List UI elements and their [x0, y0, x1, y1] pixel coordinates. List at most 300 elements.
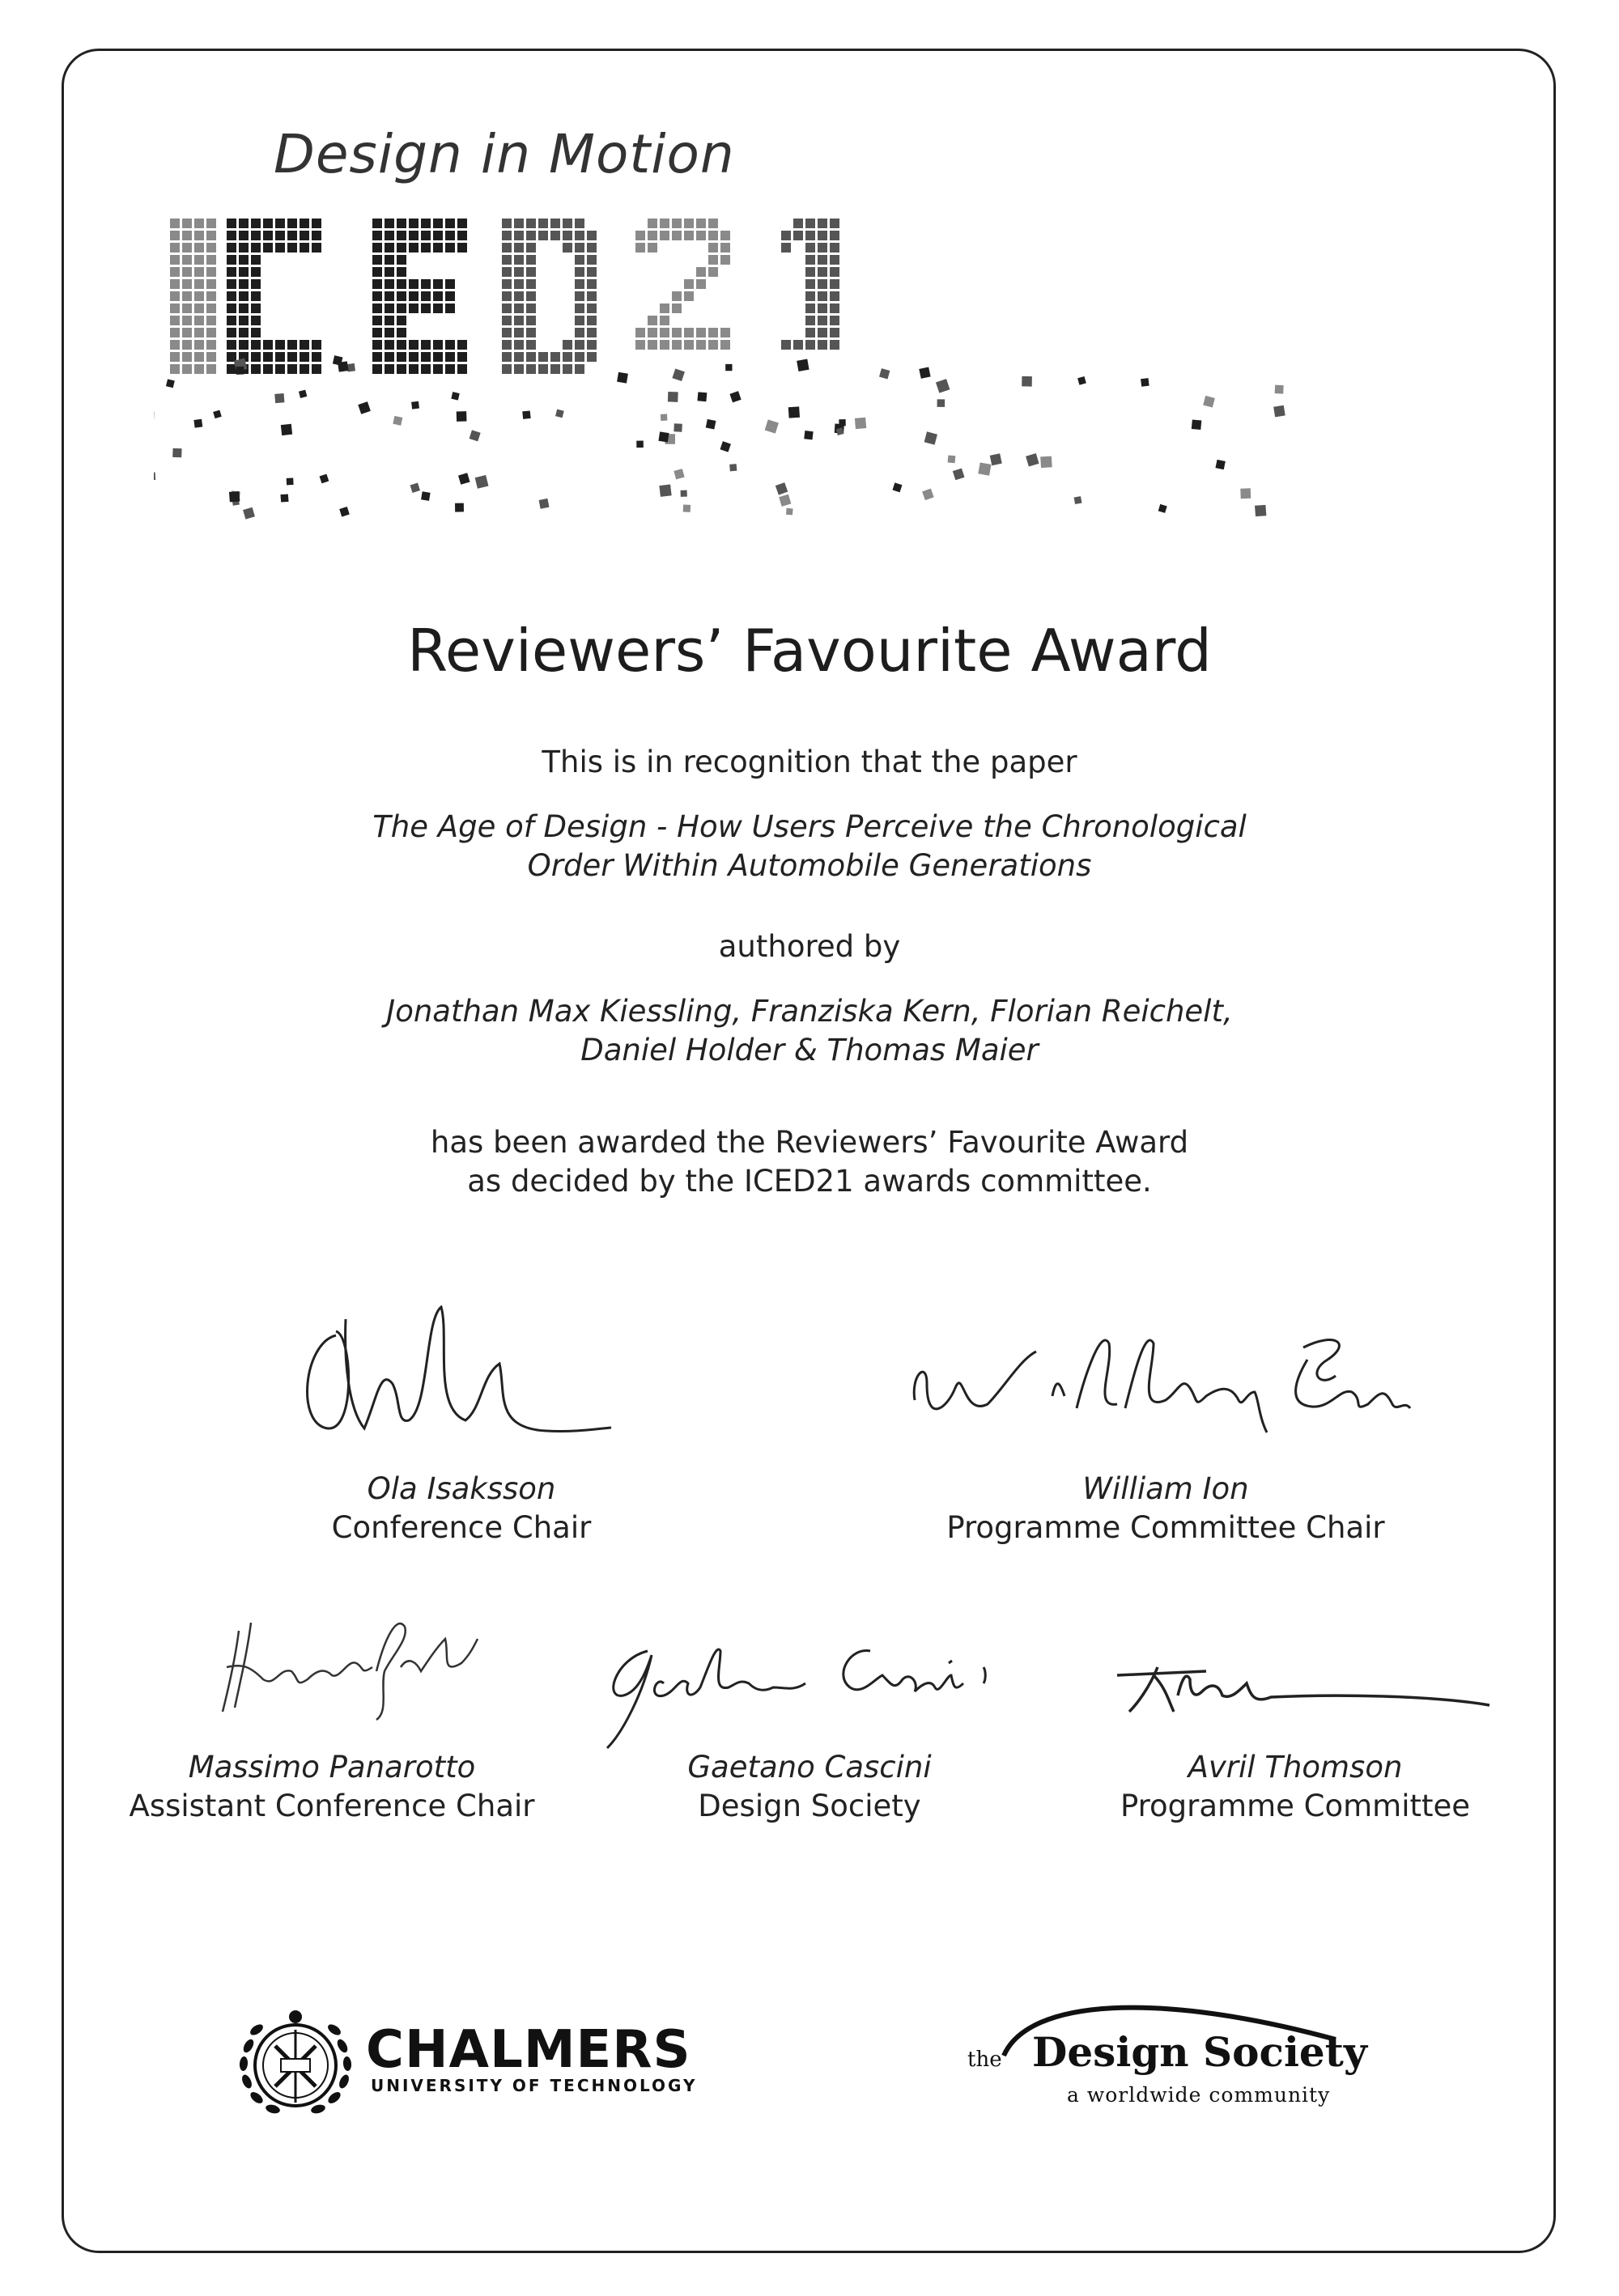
statement-line1: has been awarded the Reviewers’ Favourite Award: [430, 1125, 1189, 1160]
logo-pixel: [818, 340, 827, 350]
logo-pixel: [457, 243, 467, 253]
logo-pixel: [227, 243, 236, 253]
logo-pixel: [312, 364, 321, 374]
logo-pixel: [720, 231, 730, 240]
logo-pixel: [526, 255, 536, 265]
logo-pixel: [635, 231, 645, 240]
logo-pixel: [575, 255, 584, 265]
logo-pixel: [805, 316, 815, 325]
logo-pixel: [251, 316, 261, 325]
logo-pixel: [421, 352, 431, 362]
logo-pixel: [696, 219, 706, 228]
logo-particle: [661, 414, 667, 421]
paper-title-line1: The Age of Design - How Users Perceive the Chronological: [372, 809, 1247, 844]
logo-pixel: [275, 340, 285, 350]
logo-particle: [281, 424, 292, 435]
logo-particle: [720, 441, 730, 452]
paper-title-line2: Order Within Automobile Generations: [527, 848, 1092, 883]
logo-pixel: [445, 303, 455, 313]
logo-particle: [457, 411, 467, 422]
logo-pixel: [385, 279, 394, 289]
logo-particle: [213, 410, 222, 419]
logo-particle: [937, 399, 945, 407]
logo-pixel: [660, 303, 669, 313]
logo-pixel: [421, 303, 431, 313]
logo-pixel: [526, 219, 536, 228]
logo-pixel: [182, 267, 192, 277]
logo-pixel: [563, 352, 572, 362]
logo-pixel: [251, 219, 261, 228]
logo-pixel: [239, 328, 249, 337]
logo-pixel: [696, 279, 706, 289]
logo-pixel: [830, 340, 839, 350]
logo-pixel: [421, 279, 431, 289]
signatory-role-1: Conference Chair: [331, 1510, 592, 1545]
logo-pixel: [502, 267, 512, 277]
logo-pixel: [672, 328, 682, 337]
logo-pixel: [502, 291, 512, 301]
logo-scatter: [154, 355, 1285, 519]
logo-pixel: [300, 352, 309, 362]
logo-pixel: [502, 364, 512, 374]
logo-pixel: [397, 279, 406, 289]
logo-pixel: [409, 243, 419, 253]
logo-particle: [154, 472, 155, 480]
logo-particle: [166, 379, 175, 388]
logo-pixel: [793, 231, 803, 240]
logo-pixel: [445, 352, 455, 362]
logo-pixel: [239, 255, 249, 265]
logo-pixel: [372, 316, 382, 325]
logo-pixel: [575, 316, 584, 325]
logo-pixel: [263, 340, 273, 350]
logo-pixel: [300, 243, 309, 253]
logo-pixel: [575, 231, 584, 240]
logo-pixel: [385, 328, 394, 337]
logo-pixel: [194, 243, 204, 253]
logo-pixel: [563, 340, 572, 350]
logo-pixel: [372, 231, 382, 240]
logo-pixel: [818, 316, 827, 325]
logo-pixel: [287, 243, 297, 253]
logo-pixel: [502, 328, 512, 337]
logo-particle: [280, 494, 288, 502]
logo-particle: [470, 430, 481, 441]
logo-pixel: [385, 243, 394, 253]
logo-pixel: [587, 291, 597, 301]
logo-pixel: [194, 267, 204, 277]
logo-pixel: [793, 340, 803, 350]
logo-pixel: [409, 340, 419, 350]
logo-pixel: [312, 231, 321, 240]
logo-pixel: [514, 340, 524, 350]
logo-particle: [725, 364, 732, 371]
logo-pixel: [830, 291, 839, 301]
logo-pixel: [818, 267, 827, 277]
logo-pixel: [550, 219, 560, 228]
logo-pixel: [563, 364, 572, 374]
logo-pixel: [514, 316, 524, 325]
logo-pixel: [708, 340, 718, 350]
logo-pixel: [385, 219, 394, 228]
logo-pixel: [526, 303, 536, 313]
design-society-tagline: a worldwide community: [1067, 2083, 1331, 2107]
logo-pixel: [206, 316, 216, 325]
logo-particle: [668, 392, 678, 402]
logo-pixel: [409, 231, 419, 240]
logo-pixel: [397, 243, 406, 253]
logo-pixel: [672, 303, 682, 313]
logo-pixel: [170, 364, 180, 374]
logo-pixel: [251, 364, 261, 374]
logo-pixel: [227, 279, 236, 289]
logo-pixel: [720, 328, 730, 337]
logo-pixel: [587, 352, 597, 362]
logo-particle: [539, 499, 550, 509]
signatory-role-4: Design Society: [698, 1789, 921, 1823]
logo-pixel: [251, 255, 261, 265]
logo-pixel: [830, 303, 839, 313]
logo-pixel: [433, 352, 443, 362]
logo-pixel: [575, 303, 584, 313]
logo-particle: [1026, 453, 1039, 466]
logo-pixel: [720, 340, 730, 350]
logo-pixel: [182, 231, 192, 240]
logo-pixel: [587, 316, 597, 325]
logo-pixel: [805, 340, 815, 350]
logo-pixel: [445, 219, 455, 228]
logo-pixel: [182, 255, 192, 265]
logo-pixel: [182, 316, 192, 325]
logo-pixel: [239, 303, 249, 313]
logo-particle: [672, 368, 685, 381]
logo-pixel: [433, 243, 443, 253]
logo-pixel: [526, 267, 536, 277]
logo-pixel: [239, 291, 249, 301]
logo-pixel: [287, 352, 297, 362]
logo-pixel: [818, 231, 827, 240]
logo-pixel: [526, 340, 536, 350]
logo-pixel: [575, 340, 584, 350]
logo-pixel: [502, 352, 512, 362]
logo-pixel: [239, 243, 249, 253]
logo-pixel: [781, 340, 791, 350]
design-society-wordmark: Design Society: [1032, 2028, 1367, 2076]
logo-pixel: [818, 328, 827, 337]
logo-pixel: [170, 255, 180, 265]
logo-pixel: [526, 279, 536, 289]
logo-pixel: [206, 340, 216, 350]
logo-pixel: [194, 352, 204, 362]
logo-particle: [229, 491, 240, 502]
logo-pixel: [397, 340, 406, 350]
logo-pixel: [514, 291, 524, 301]
logo-pixel: [708, 267, 718, 277]
logo-pixel: [433, 303, 443, 313]
logo-particle: [287, 478, 294, 486]
logo-pixel: [648, 328, 657, 337]
logo-pixel: [385, 231, 394, 240]
logo-particle: [1255, 505, 1266, 516]
logo-particle: [706, 419, 716, 430]
logo-particle: [458, 473, 470, 485]
logo-pixel: [563, 231, 572, 240]
logo-particle: [924, 431, 937, 444]
logo-particle: [299, 390, 307, 398]
logo-pixel: [182, 340, 192, 350]
logo-pixel: [206, 291, 216, 301]
logo-pixel: [239, 231, 249, 240]
logo-pixel: [251, 231, 261, 240]
logo-pixel: [182, 291, 192, 301]
logo-pixel: [830, 267, 839, 277]
logo-pixel: [385, 291, 394, 301]
logo-pixel: [227, 267, 236, 277]
logo-particle: [1077, 376, 1086, 385]
logo-pixel: [684, 279, 694, 289]
logo-pixel: [206, 231, 216, 240]
logo-particle: [172, 448, 181, 457]
logo-pixel: [385, 364, 394, 374]
logo-pixel: [385, 316, 394, 325]
logo-pixel: [502, 316, 512, 325]
logo-particle: [797, 359, 809, 371]
logo-pixel: [385, 267, 394, 277]
logo-pixel: [239, 219, 249, 228]
logo-pixel: [502, 255, 512, 265]
logo-pixel: [587, 255, 597, 265]
logo-pixel: [182, 328, 192, 337]
chalmers-seal-icon: [231, 1997, 360, 2127]
logo-pixel: [409, 364, 419, 374]
logo-pixel: [672, 291, 682, 301]
logo-particle: [990, 453, 1002, 465]
logo-pixel: [385, 255, 394, 265]
logo-pixel: [227, 352, 236, 362]
logo-pixel: [550, 364, 560, 374]
logo-pixel: [818, 243, 827, 253]
logo-pixel: [660, 340, 669, 350]
logo-pixel: [445, 243, 455, 253]
signatory-role-5: Programme Committee: [1120, 1789, 1471, 1823]
logo-pixel: [818, 219, 827, 228]
logo-pixel: [372, 243, 382, 253]
logo-pixel: [194, 328, 204, 337]
logo-pixel: [385, 352, 394, 362]
logo-pixel: [182, 303, 192, 313]
logo-pixel: [696, 231, 706, 240]
logo-pixel: [300, 364, 309, 374]
logo-pixel: [457, 364, 467, 374]
logo-pixel: [170, 279, 180, 289]
logo-pixel: [182, 243, 192, 253]
logo-pixel: [194, 340, 204, 350]
logo-pixel: [397, 255, 406, 265]
logo-pixel: [433, 231, 443, 240]
logo-particle: [1240, 488, 1251, 499]
logo-pixel: [421, 364, 431, 374]
logo-pixel: [514, 255, 524, 265]
recognition-text: This is in recognition that the paper: [542, 745, 1077, 779]
logo-pixel: [502, 279, 512, 289]
logo-pixel: [206, 364, 216, 374]
logo-pixel: [830, 255, 839, 265]
logo-pixel: [575, 352, 584, 362]
signature-william-ion: [899, 1311, 1417, 1449]
logo-pixel: [514, 267, 524, 277]
signature-gaetano-cascini: [591, 1619, 1028, 1764]
logo-pixel: [457, 340, 467, 350]
logo-pixel: [421, 243, 431, 253]
logo-pixel: [263, 352, 273, 362]
logo-pixel: [206, 243, 216, 253]
logo-pixel: [684, 231, 694, 240]
logo-particle: [788, 406, 800, 418]
logo-pixel: [170, 352, 180, 362]
logo-pixel: [660, 328, 669, 337]
logo-pixel: [312, 243, 321, 253]
logo-particle: [953, 469, 965, 481]
logo-pixel: [635, 328, 645, 337]
logo-pixel: [720, 255, 730, 265]
logo-pixel: [684, 219, 694, 228]
logo-pixel: [660, 219, 669, 228]
logo-pixel: [445, 291, 455, 301]
logo-pixel: [239, 267, 249, 277]
logo-pixel: [397, 291, 406, 301]
logo-pixel: [300, 219, 309, 228]
logo-pixel: [830, 231, 839, 240]
logo-pixel: [502, 219, 512, 228]
logo-particle: [879, 368, 890, 379]
logo-pixel: [696, 328, 706, 337]
logo-pixel: [514, 364, 524, 374]
logo-particle: [243, 507, 255, 520]
logo-pixel: [648, 316, 657, 325]
logo-pixel: [805, 243, 815, 253]
logo-pixel: [227, 316, 236, 325]
logo-particle: [659, 485, 671, 497]
logo-particle: [1275, 385, 1284, 394]
iced21-logo: [154, 214, 1449, 554]
logo-pixel: [239, 316, 249, 325]
logo-letter-e: [372, 219, 467, 374]
logo-pixel: [635, 340, 645, 350]
logo-pixel: [409, 352, 419, 362]
logo-pixel: [805, 303, 815, 313]
logo-particle: [681, 490, 687, 497]
logo-pixel: [227, 328, 236, 337]
logo-pixel: [263, 219, 273, 228]
logo-pixel: [194, 231, 204, 240]
logo-pixel: [170, 267, 180, 277]
logo-pixel: [514, 279, 524, 289]
logo-pixel: [397, 328, 406, 337]
logo-particle: [729, 391, 741, 402]
logo-pixel: [818, 255, 827, 265]
signatory-role-2: Programme Committee Chair: [946, 1510, 1385, 1545]
logo-pixel: [830, 316, 839, 325]
logo-pixel: [372, 267, 382, 277]
logo-pixel: [287, 219, 297, 228]
logo-pixel: [660, 231, 669, 240]
logo-pixel: [805, 219, 815, 228]
logo-pixel: [708, 219, 718, 228]
logo-pixel: [287, 231, 297, 240]
logo-pixel: [251, 328, 261, 337]
logo-pixel: [563, 219, 572, 228]
logo-pixel: [550, 231, 560, 240]
logo-pixel: [170, 328, 180, 337]
logo-pixel: [170, 303, 180, 313]
logo-particle: [1022, 376, 1032, 387]
logo-pixel: [300, 231, 309, 240]
logo-pixel: [720, 243, 730, 253]
logo-pixel: [514, 231, 524, 240]
logo-pixel: [805, 279, 815, 289]
logo-pixel: [805, 255, 815, 265]
logo-pixel: [587, 340, 597, 350]
logo-pixel: [648, 231, 657, 240]
logo-particle: [274, 393, 284, 403]
logo-pixel: [830, 279, 839, 289]
logo-pixel: [457, 352, 467, 362]
logo-letter-d: [502, 219, 597, 374]
logo-pixel: [445, 340, 455, 350]
chalmers-subtitle: UNIVERSITY OF TECHNOLOGY: [371, 2076, 698, 2095]
logo-pixel: [514, 352, 524, 362]
logo-pixel: [182, 279, 192, 289]
logo-pixel: [409, 279, 419, 289]
logo-pixel: [538, 364, 548, 374]
logo-letter-c: [227, 219, 321, 374]
logo-pixel: [433, 219, 443, 228]
logo-pixel: [818, 303, 827, 313]
logo-pixel: [194, 364, 204, 374]
logo-pixel: [514, 243, 524, 253]
logo-pixel: [372, 352, 382, 362]
logo-pixel: [526, 231, 536, 240]
logo-pixel: [170, 219, 180, 228]
logo-pixel: [397, 364, 406, 374]
logo-pixel: [194, 279, 204, 289]
logo-pixel: [635, 243, 645, 253]
logo-pixel: [397, 267, 406, 277]
logo-pixel: [421, 291, 431, 301]
logo-pixel: [372, 279, 382, 289]
logo-particle: [674, 423, 682, 431]
logo-pixel: [409, 291, 419, 301]
logo-digit-1: [781, 219, 839, 350]
logo-pixel: [805, 267, 815, 277]
logo-pixel: [372, 340, 382, 350]
logo-pixel: [526, 328, 536, 337]
logo-pixel: [514, 219, 524, 228]
logo-pixel: [194, 219, 204, 228]
logo-particle: [451, 392, 459, 400]
logo-particle: [636, 441, 644, 448]
logo-pixel: [575, 267, 584, 277]
logo-pixel: [182, 364, 192, 374]
logo-particle: [522, 410, 530, 418]
logo-pixel: [514, 303, 524, 313]
logo-pixel: [251, 267, 261, 277]
signatory-role-3: Assistant Conference Chair: [129, 1789, 535, 1823]
logo-pixel: [526, 243, 536, 253]
logo-pixel: [206, 255, 216, 265]
logo-pixel: [251, 340, 261, 350]
logo-pixel: [684, 328, 694, 337]
